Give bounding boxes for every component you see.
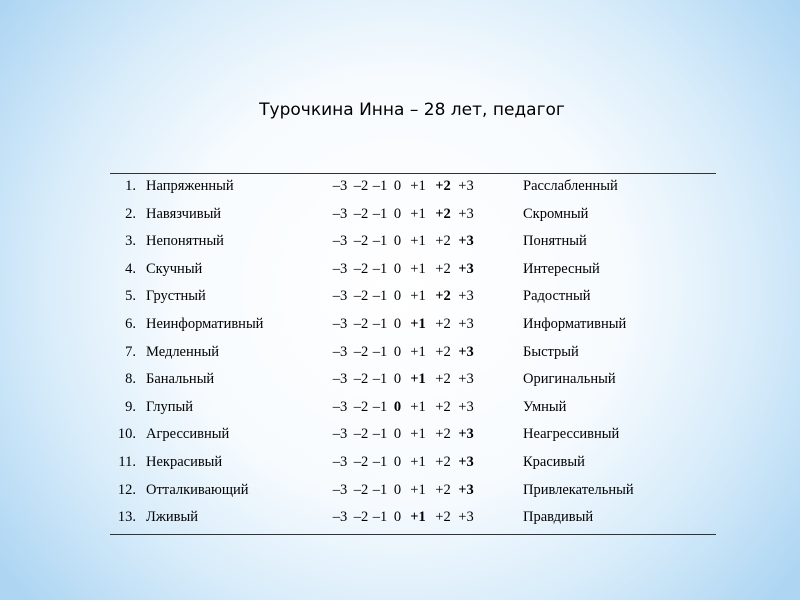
left-adjective: Банальный xyxy=(146,371,215,388)
table-row xyxy=(110,230,716,258)
row-number: 11. xyxy=(118,453,136,470)
page-title: Турочкина Инна – 28 лет, педагог xyxy=(259,100,565,120)
scale-value: –3 xyxy=(332,315,348,332)
row-number: 5. xyxy=(125,288,136,305)
left-adjective: Некрасивый xyxy=(146,453,223,470)
left-adjective: Навязчивый xyxy=(146,205,222,222)
scale-value: +1 xyxy=(410,205,426,222)
scale-value: –2 xyxy=(353,343,369,360)
scale-value: +3 xyxy=(458,315,474,332)
scale-value: 0 xyxy=(393,288,402,305)
scale-value: 0 xyxy=(393,426,402,443)
left-adjective: Агрессивный xyxy=(146,426,230,443)
right-adjective: Неагрессивный xyxy=(523,426,620,443)
row-number: 12. xyxy=(117,481,136,498)
right-adjective: Умный xyxy=(523,398,567,415)
table-row xyxy=(110,506,716,534)
rating-scale xyxy=(328,482,477,499)
scale-value: 0 xyxy=(393,343,402,360)
scale-value: –1 xyxy=(372,398,388,415)
row-number: 3. xyxy=(125,233,136,250)
scale-value-selected: +2 xyxy=(435,288,451,305)
scale-value-selected: +3 xyxy=(458,343,474,360)
scale-value: +1 xyxy=(410,481,426,498)
scale-value: 0 xyxy=(393,178,402,194)
scale-value: +1 xyxy=(410,178,426,194)
left-adjective: Непонятный xyxy=(146,233,224,250)
scale-value: –2 xyxy=(353,233,369,250)
scale-value: –1 xyxy=(372,205,388,222)
scale-value: 0 xyxy=(393,315,402,332)
left-adjective: Лживый xyxy=(146,509,198,526)
scale-value: –2 xyxy=(353,509,369,526)
scale-value: 0 xyxy=(393,260,402,277)
scale-value: +2 xyxy=(435,453,451,470)
scale-value: –2 xyxy=(353,178,369,194)
left-adjective: Скучный xyxy=(146,260,203,277)
scale-value: +2 xyxy=(435,233,451,250)
scale-value: +2 xyxy=(435,343,451,360)
scale-value-selected: +3 xyxy=(458,426,474,443)
left-adjective: Отталкивающий xyxy=(146,481,249,498)
right-adjective: Радостный xyxy=(523,288,591,305)
scale-value: –1 xyxy=(372,178,388,194)
scale-value: –2 xyxy=(353,398,369,415)
table-row xyxy=(110,368,716,396)
right-adjective: Понятный xyxy=(523,233,587,250)
right-adjective: Быстрый xyxy=(523,343,579,360)
scale-value-selected: +1 xyxy=(410,509,426,526)
scale-value: +1 xyxy=(410,288,426,305)
scale-value: +3 xyxy=(458,205,474,222)
right-adjective: Скромный xyxy=(523,205,589,222)
row-number: 1. xyxy=(125,178,136,194)
scale-value: +2 xyxy=(435,260,451,277)
scale-value-selected: 0 xyxy=(393,398,402,415)
scale-value: –3 xyxy=(332,453,348,470)
scale-value: –1 xyxy=(372,509,388,526)
scale-value: –2 xyxy=(353,288,369,305)
scale-value-selected: +3 xyxy=(458,481,474,498)
table-row xyxy=(110,175,716,203)
scale-value: –3 xyxy=(332,371,348,388)
scale-value: –3 xyxy=(332,343,348,360)
scale-value-selected: +1 xyxy=(410,315,426,332)
scale-value: –2 xyxy=(353,481,369,498)
scale-value: –3 xyxy=(332,233,348,250)
scale-value: +1 xyxy=(410,398,426,415)
scale-value: +3 xyxy=(458,371,474,388)
scale-value: –1 xyxy=(372,453,388,470)
row-number: 6. xyxy=(125,315,136,332)
scale-value: +2 xyxy=(435,481,451,498)
left-adjective: Медленный xyxy=(146,343,220,360)
scale-value: +2 xyxy=(435,398,451,415)
scale-value: –2 xyxy=(353,371,369,388)
scale-value: +2 xyxy=(435,315,451,332)
scale-value: +3 xyxy=(458,509,474,526)
scale-value: +2 xyxy=(435,426,451,443)
scale-value: –1 xyxy=(372,343,388,360)
scale-value: –3 xyxy=(332,398,348,415)
scale-value: –1 xyxy=(372,260,388,277)
table-row xyxy=(110,258,716,286)
left-adjective: Грустный xyxy=(146,288,206,305)
rating-scale xyxy=(328,344,477,361)
right-adjective: Правдивый xyxy=(523,509,594,526)
left-adjective: Напряженный xyxy=(146,178,234,194)
rating-scale xyxy=(328,454,477,471)
scale-value-selected: +2 xyxy=(435,205,451,222)
scale-value: –3 xyxy=(332,426,348,443)
rating-scale xyxy=(328,399,477,416)
scale-value: –3 xyxy=(332,288,348,305)
scale-value: 0 xyxy=(393,509,402,526)
right-adjective: Красивый xyxy=(523,453,585,470)
scale-value: +1 xyxy=(410,426,426,443)
scale-value: –3 xyxy=(332,178,348,194)
scale-value: 0 xyxy=(393,371,402,388)
scale-value: –2 xyxy=(353,453,369,470)
row-number: 13. xyxy=(117,509,136,526)
scale-value: +1 xyxy=(410,260,426,277)
scale-value: –1 xyxy=(372,288,388,305)
right-adjective: Оригинальный xyxy=(523,371,616,388)
semantic-differential-table xyxy=(110,173,716,535)
table-body xyxy=(110,175,716,534)
table-row xyxy=(110,313,716,341)
left-adjective: Глупый xyxy=(146,398,194,415)
scale-value: –1 xyxy=(372,371,388,388)
scale-value: –3 xyxy=(332,481,348,498)
scale-value: +1 xyxy=(410,453,426,470)
scale-value: –1 xyxy=(372,315,388,332)
table-row xyxy=(110,451,716,479)
scale-value: 0 xyxy=(393,453,402,470)
scale-value: +1 xyxy=(410,343,426,360)
scale-value: –1 xyxy=(372,426,388,443)
row-number: 4. xyxy=(125,260,136,277)
scale-value: –2 xyxy=(353,426,369,443)
scale-value: –1 xyxy=(372,233,388,250)
right-adjective: Информативный xyxy=(523,315,627,332)
scale-value: +3 xyxy=(458,398,474,415)
scale-value: –3 xyxy=(332,205,348,222)
scale-value: –3 xyxy=(332,260,348,277)
scale-value: 0 xyxy=(393,233,402,250)
rating-scale xyxy=(328,178,477,195)
row-number: 8. xyxy=(125,371,136,388)
right-adjective: Интересный xyxy=(523,260,600,277)
scale-value-selected: +3 xyxy=(458,260,474,277)
scale-value: +3 xyxy=(458,178,474,194)
rating-scale xyxy=(328,261,477,278)
rating-scale xyxy=(328,316,477,333)
row-number: 10. xyxy=(117,426,136,443)
row-number: 9. xyxy=(125,398,136,415)
rating-scale xyxy=(328,426,477,443)
scale-value: –2 xyxy=(353,205,369,222)
scale-value: 0 xyxy=(393,205,402,222)
scale-value: +2 xyxy=(435,371,451,388)
rating-scale xyxy=(328,371,477,388)
table-row xyxy=(110,396,716,424)
row-number: 2. xyxy=(125,205,136,222)
rating-scale xyxy=(328,233,477,250)
table-row xyxy=(110,341,716,369)
scale-value: +2 xyxy=(435,509,451,526)
scale-value: –2 xyxy=(353,315,369,332)
scale-value: –1 xyxy=(372,481,388,498)
right-adjective: Расслабленный xyxy=(523,178,618,194)
scale-value-selected: +1 xyxy=(410,371,426,388)
table-row xyxy=(110,203,716,231)
rating-scale xyxy=(328,509,477,526)
scale-value-selected: +2 xyxy=(435,178,451,194)
right-adjective: Привлекательный xyxy=(523,481,634,498)
scale-value: +1 xyxy=(410,233,426,250)
rating-scale xyxy=(328,206,477,223)
table-row xyxy=(110,285,716,313)
scale-value: +3 xyxy=(458,288,474,305)
table-row xyxy=(110,423,716,451)
left-adjective: Неинформативный xyxy=(146,315,264,332)
scale-value-selected: +3 xyxy=(458,453,474,470)
scale-value: –2 xyxy=(353,260,369,277)
scale-value: 0 xyxy=(393,481,402,498)
table-row xyxy=(110,479,716,507)
scale-value-selected: +3 xyxy=(458,233,474,250)
rating-scale xyxy=(328,288,477,305)
scale-value: –3 xyxy=(332,509,348,526)
row-number: 7. xyxy=(125,343,136,360)
